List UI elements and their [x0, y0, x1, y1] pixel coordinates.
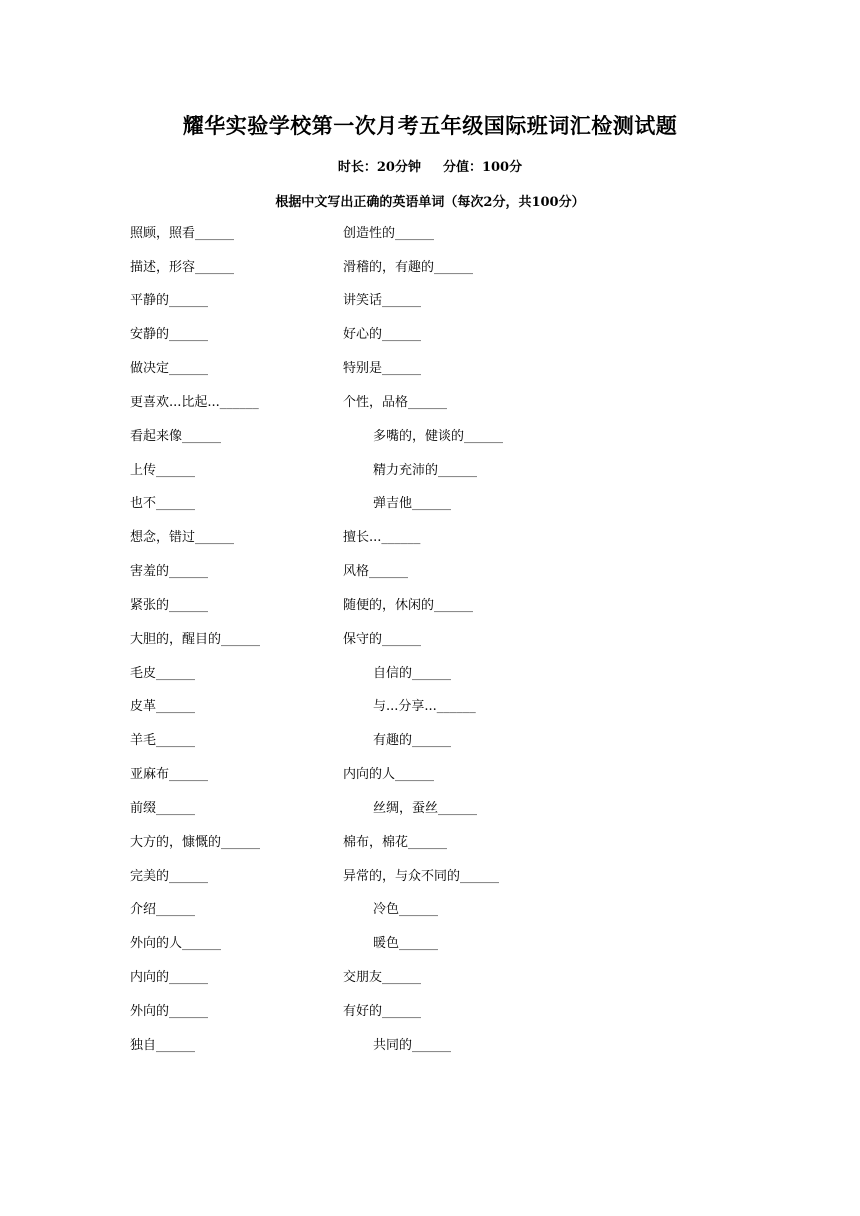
vocab-item: 异常的，与众不同的______ — [343, 869, 500, 884]
vocab-item: 与...分享...______ — [373, 699, 476, 714]
exam-meta — [0, 156, 860, 175]
vocab-item: 精力充沛的______ — [373, 463, 478, 478]
vocab-item: 皮革______ — [130, 699, 196, 714]
vocab-item: 弹吉他______ — [373, 496, 452, 511]
vocab-item: 外向的人______ — [130, 936, 222, 951]
vocab-item: 丝绸，蚕丝______ — [373, 801, 478, 816]
vocab-item: 羊毛______ — [130, 733, 196, 748]
vocab-item: 个性，品格______ — [343, 395, 448, 410]
vocab-item: 冷色______ — [373, 902, 439, 917]
vocab-item: 有好的______ — [343, 1004, 422, 1019]
vocab-item: 做决定______ — [130, 361, 209, 376]
vocab-item: 外向的______ — [130, 1004, 209, 1019]
vocab-item: 交朋友______ — [343, 970, 422, 985]
vocab-item: 有趣的______ — [373, 733, 452, 748]
vocab-item: 想念，错过______ — [130, 530, 235, 545]
vocab-item: 照顾，照看______ — [130, 226, 235, 241]
vocab-item: 保守的______ — [343, 632, 422, 647]
vocab-item: 亚麻布______ — [130, 767, 209, 782]
vocab-item: 上传______ — [130, 463, 196, 478]
vocab-item: 独自______ — [130, 1038, 196, 1053]
vocab-item: 看起来像______ — [130, 429, 222, 444]
vocab-item: 特别是______ — [343, 361, 422, 376]
vocab-item: 棉布，棉花______ — [343, 835, 448, 850]
vocab-item: 前缀______ — [130, 801, 196, 816]
exam-score: 分值：100分 — [442, 160, 523, 175]
vocab-item: 多嘴的，健谈的______ — [373, 429, 504, 444]
vocab-item: 害羞的______ — [130, 564, 209, 579]
vocab-item: 滑稽的，有趣的______ — [343, 260, 474, 275]
vocab-item: 紧张的______ — [130, 598, 209, 613]
vocab-item: 创造性的______ — [343, 226, 435, 241]
vocab-item: 平静的______ — [130, 293, 209, 308]
exam-duration: 时长：20分钟 — [337, 160, 421, 175]
vocab-item: 更喜欢...比起...______ — [130, 395, 259, 410]
vocab-item: 共同的______ — [373, 1038, 452, 1053]
vocab-item: 风格______ — [343, 564, 409, 579]
vocab-item: 自信的______ — [373, 666, 452, 681]
vocab-item: 讲笑话______ — [343, 293, 422, 308]
vocab-item: 毛皮______ — [130, 666, 196, 681]
vocab-item: 大胆的，醒目的______ — [130, 632, 261, 647]
vocab-item: 暖色______ — [373, 936, 439, 951]
page-title: 耀华实验学校第一次月考五年级国际班词汇检测试题 — [182, 113, 678, 138]
vocab-item: 擅长...______ — [343, 530, 421, 545]
vocab-item: 内向的______ — [130, 970, 209, 985]
instruction-text: 根据中文写出正确的英语单词（每次2分，共100分） — [275, 195, 585, 210]
vocab-item: 介绍______ — [130, 902, 196, 917]
vocab-item: 大方的，慷慨的______ — [130, 835, 261, 850]
vocab-item: 内向的人______ — [343, 767, 435, 782]
vocab-item: 也不______ — [130, 496, 196, 511]
vocab-item: 描述，形容______ — [130, 260, 235, 275]
vocab-item: 好心的______ — [343, 327, 422, 342]
vocab-item: 完美的______ — [130, 869, 209, 884]
vocab-item: 安静的______ — [130, 327, 209, 342]
vocab-item: 随便的，休闲的______ — [343, 598, 474, 613]
